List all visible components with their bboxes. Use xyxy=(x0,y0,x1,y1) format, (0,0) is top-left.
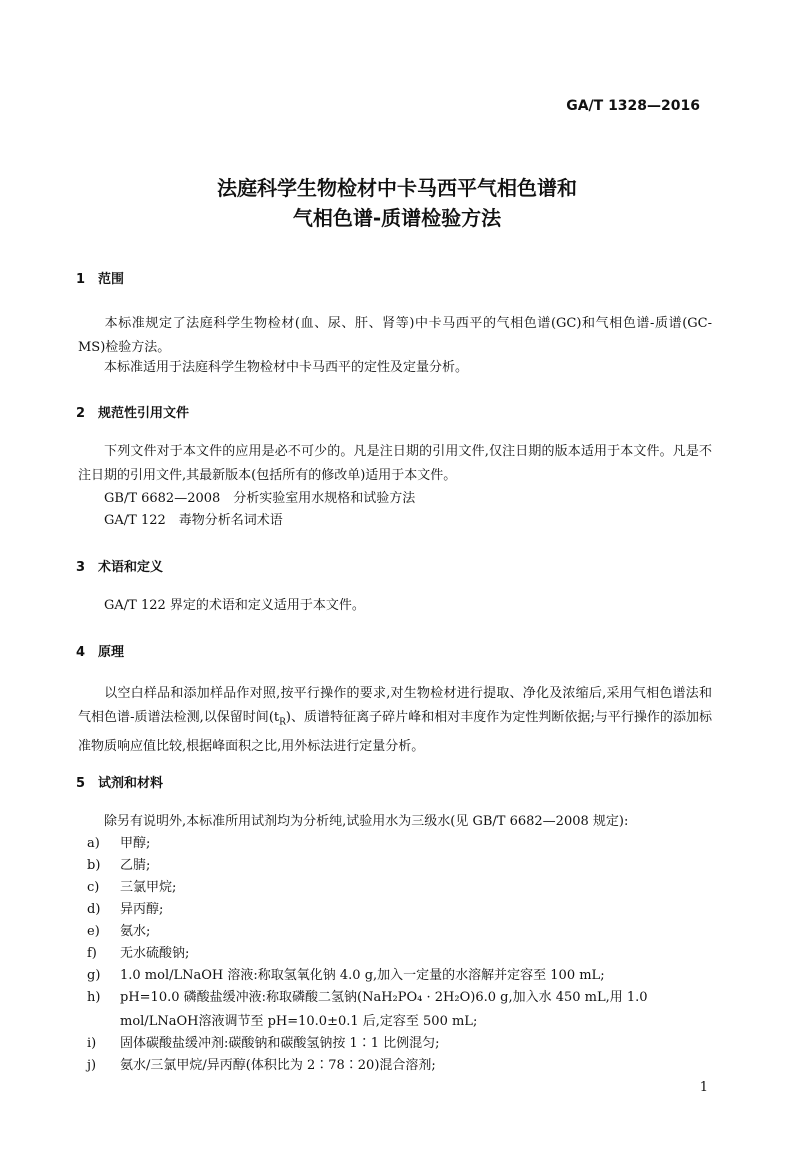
reference-gat-122: GA/T 122 毒物分析名词术语 xyxy=(104,513,283,528)
standard-code: GA/T 1328—2016 xyxy=(566,98,700,114)
reagent-item: c) 三氯甲烷; xyxy=(87,880,177,895)
section-1-paragraph-2: 本标准适用于法庭科学生物检材中卡马西平的定性及定量分析。 xyxy=(104,360,469,375)
section-5-intro: 除另有说明外,本标准所用试剂均为分析纯,试验用水为三级水(见 GB/T 6682—2008 规定): xyxy=(104,814,629,829)
reagent-item: b) 乙腈; xyxy=(87,858,151,873)
section-heading-5: 5 试剂和材料 xyxy=(76,776,164,791)
reagent-item: i) 固体碳酸盐缓冲剂:碳酸钠和碳酸氢钠按 1∶1 比例混匀; xyxy=(87,1036,440,1051)
reagent-item: f) 无水硫酸钠; xyxy=(87,946,190,961)
reagent-item: g) 1.0 mol/LNaOH 溶液:称取氢氧化钠 4.0 g,加入一定量的水溶解并定容至 100 mL; xyxy=(87,968,605,983)
section-2-paragraph-1: 下列文件对于本文件的应用是必不可少的。凡是注日期的引用文件,仅注日期的版本适用于本文件。凡是不注日期的引用文件,其最新版本(包括所有的修改单)适用于本文件。 xyxy=(78,444,712,483)
section-heading-3: 3 术语和定义 xyxy=(76,560,164,575)
section-1-paragraph-1: 本标准规定了法庭科学生物检材(血、尿、肝、肾等)中卡马西平的气相色谱(GC)和气相色谱-质谱(GC-MS)检验方法。 xyxy=(78,316,712,355)
document-title-line-1: 法庭科学生物检材中卡马西平气相色谱和 xyxy=(217,176,577,200)
reagent-item: a) 甲醇; xyxy=(87,836,151,851)
section-heading-1: 1 范围 xyxy=(76,272,125,287)
reagent-item: h) pH=10.0 磷酸盐缓冲液:称取磷酸二氢钠(NaH₂PO₄ · 2H₂O)6.0 g,加入水 450 mL,用 1.0 mol/LNaOH溶液调节至 pH=10.0±0.1 后,定容至 500 mL; xyxy=(87,990,648,1029)
section-heading-2: 2 规范性引用文件 xyxy=(76,406,190,421)
section-heading-4: 4 原理 xyxy=(76,645,125,660)
reagent-item: d) 异丙醇; xyxy=(87,902,164,917)
document-title-line-2: 气相色谱-质谱检验方法 xyxy=(292,206,502,230)
page-number: 1 xyxy=(699,1080,708,1095)
reagent-item: j) 氨水/三氯甲烷/异丙醇(体积比为 2∶78∶20)混合溶剂; xyxy=(87,1058,436,1073)
section-4-paragraph-1: 以空白样品和添加样品作对照,按平行操作的要求,对生物检材进行提取、净化及浓缩后,采用气相色谱法和气相色谱-质谱法检测,以保留时间$(t_R)$、质谱特征离子碎片峰和相对丰度作为定性判断依据;与平行操作的添加标准物质响应值比较,根据峰面积之比,用外标法进行定量分析。 xyxy=(78,686,713,754)
reagent-item: e) 氨水; xyxy=(87,924,151,939)
reference-gbt-6682: GB/T 6682—2008 分析实验室用水规格和试验方法 xyxy=(104,491,416,506)
section-3-paragraph-1: GA/T 122 界定的术语和定义适用于本文件。 xyxy=(104,598,365,613)
